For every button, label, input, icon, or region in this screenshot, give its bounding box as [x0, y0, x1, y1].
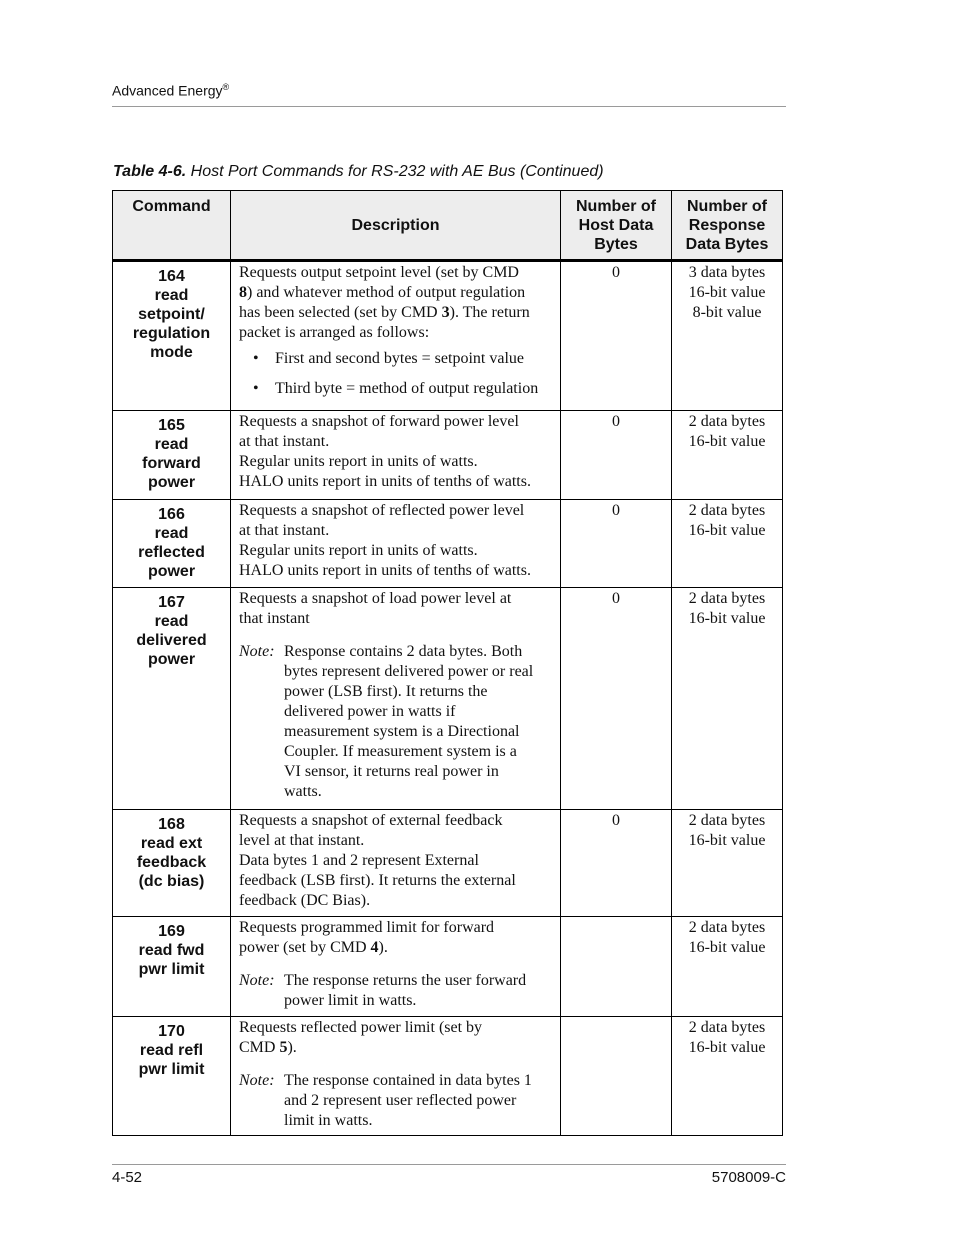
- description-cell: [231, 500, 561, 588]
- description-cell: [231, 588, 561, 810]
- description-line: Requests programmed limit for forward: [239, 919, 495, 936]
- bullet-icon: •: [253, 380, 259, 397]
- description-line: Requests reflected power limit (set by: [239, 1019, 483, 1036]
- table-row: [113, 500, 783, 588]
- command-line: delivered: [136, 632, 207, 649]
- response-line: 16-bit value: [688, 1039, 766, 1056]
- command-cell: [113, 917, 231, 1017]
- table-row: [113, 1017, 783, 1136]
- description-line: 8) and whatever method of output regulation: [239, 284, 526, 301]
- col-header-host-bytes: [561, 191, 672, 261]
- table-row: [113, 810, 783, 917]
- description-line: has been selected (set by CMD 3). The return: [239, 304, 530, 321]
- note-line: delivered power in watts if: [284, 703, 456, 720]
- table-row: [113, 411, 783, 500]
- header-line: Number of: [687, 198, 767, 215]
- response-line: 2 data bytes: [688, 919, 766, 936]
- description-line: at that instant.: [239, 433, 330, 450]
- document-number: 5708009-C: [711, 1169, 786, 1186]
- header-line: Data Bytes: [685, 236, 769, 253]
- note-label: Note:: [239, 972, 275, 989]
- note-line: watts.: [284, 783, 322, 800]
- command-cell: [113, 411, 231, 500]
- command-cell: [113, 588, 231, 810]
- description-line: CMD 5).: [239, 1039, 297, 1056]
- col-header-response-bytes: [672, 191, 783, 261]
- response-line: 3 data bytes: [688, 264, 766, 281]
- command-line: pwr limit: [138, 1061, 205, 1078]
- host-port-commands-table: [112, 190, 783, 1136]
- command-line: mode: [150, 344, 193, 361]
- description-line: packet is arranged as follows:: [239, 324, 430, 341]
- description-line: HALO units report in units of tenths of watts.: [239, 562, 531, 579]
- command-line: 165: [158, 417, 185, 434]
- host-bytes-cell: [561, 917, 672, 1017]
- table-row: [113, 261, 783, 411]
- command-line: read refl: [139, 1042, 204, 1059]
- header-line: Response: [688, 217, 766, 234]
- response-line: 2 data bytes: [688, 812, 766, 829]
- description-line: Data bytes 1 and 2 represent External: [239, 852, 479, 869]
- description-line: feedback (LSB first). It returns the external: [239, 872, 516, 889]
- note-line: measurement system is a Directional: [284, 723, 520, 740]
- response-line: 16-bit value: [688, 433, 766, 450]
- response-bytes-cell: [672, 500, 783, 588]
- caption-label: Table 4-6.: [113, 163, 187, 180]
- note-line: and 2 represent user reflected power: [284, 1092, 517, 1109]
- caption-text: Host Port Commands for RS-232 with AE Bus (Continued): [190, 163, 604, 180]
- response-line: 16-bit value: [688, 832, 766, 849]
- description-cell: [231, 810, 561, 917]
- command-line: read ext: [140, 835, 203, 852]
- command-line: regulation: [132, 325, 211, 342]
- description-line: level at that instant.: [239, 832, 365, 849]
- description-line: Regular units report in units of watts.: [239, 542, 478, 559]
- bullet-item: • Third byte = method of output regulation: [253, 380, 539, 397]
- command-cell: [113, 1017, 231, 1136]
- note-line: Note: The response returns the user forward: [239, 972, 527, 989]
- command-line: power: [147, 474, 196, 491]
- command-line: read: [154, 613, 189, 630]
- description-cell: [231, 261, 561, 411]
- command-line: setpoint/: [138, 306, 205, 323]
- response-line: 2 data bytes: [688, 502, 766, 519]
- response-line: 2 data bytes: [688, 413, 766, 430]
- response-bytes-cell: [672, 810, 783, 917]
- response-bytes-cell: [672, 1017, 783, 1136]
- command-cell: [113, 500, 231, 588]
- page-number: 4-52: [112, 1169, 143, 1186]
- command-line: (dc bias): [138, 873, 205, 890]
- host-bytes-cell: 0: [561, 588, 672, 810]
- host-bytes-cell: [561, 1017, 672, 1136]
- host-bytes-cell: 0: [561, 500, 672, 588]
- bullet-icon: •: [253, 350, 259, 367]
- note-label: Note:: [239, 1072, 275, 1089]
- note-line: VI sensor, it returns real power in: [284, 763, 499, 780]
- note-line: Note: Response contains 2 data bytes. Both: [239, 643, 523, 660]
- registered-mark: ®: [222, 82, 230, 92]
- command-line: read: [154, 287, 189, 304]
- response-line: 2 data bytes: [688, 1019, 766, 1036]
- footer-rule: [112, 1164, 786, 1165]
- description-line: feedback (DC Bias).: [239, 892, 371, 909]
- command-line: 169: [158, 923, 185, 940]
- command-line: power: [147, 651, 196, 668]
- header-line: Number of: [576, 198, 656, 215]
- command-line: read: [154, 436, 189, 453]
- command-line: 168: [158, 816, 185, 833]
- bullet-item: • First and second bytes = setpoint value: [253, 350, 524, 367]
- host-bytes-cell: 0: [561, 261, 672, 411]
- response-bytes-cell: [672, 261, 783, 411]
- response-line: 8-bit value: [692, 304, 762, 321]
- command-line: power: [147, 563, 196, 580]
- note: [239, 1071, 554, 1131]
- note-line: bytes represent delivered power or real: [284, 663, 534, 680]
- response-bytes-cell: [672, 588, 783, 810]
- response-line: 16-bit value: [688, 522, 766, 539]
- host-bytes-cell: 0: [561, 411, 672, 500]
- table-row: [113, 917, 783, 1017]
- table-caption: [113, 163, 604, 181]
- description-line: Regular units report in units of watts.: [239, 453, 478, 470]
- description-line: power (set by CMD 4).: [239, 939, 388, 956]
- header-line: Bytes: [594, 236, 638, 253]
- note: [239, 971, 554, 1011]
- response-line: 2 data bytes: [688, 590, 766, 607]
- col-header-description: Description: [231, 191, 561, 261]
- command-cell: [113, 810, 231, 917]
- description-cell: [231, 917, 561, 1017]
- description-line: Requests a snapshot of external feedback: [239, 812, 503, 829]
- command-line: 166: [158, 506, 185, 523]
- response-bytes-cell: [672, 411, 783, 500]
- page-header: [112, 82, 786, 107]
- command-line: forward: [142, 455, 201, 472]
- description-line: Requests output setpoint level (set by CMD: [239, 264, 519, 281]
- response-line: 16-bit value: [688, 610, 766, 627]
- command-line: read fwd: [138, 942, 205, 959]
- col-header-command: Command: [113, 191, 231, 261]
- header-line: Host Data: [578, 217, 654, 234]
- host-bytes-cell: 0: [561, 810, 672, 917]
- command-line: pwr limit: [138, 961, 205, 978]
- command-line: reflected: [138, 544, 205, 561]
- table-header-row: [113, 191, 783, 261]
- note-label: Note:: [239, 643, 275, 660]
- description-line: that instant: [239, 610, 310, 627]
- table-row: [113, 588, 783, 810]
- response-line: 16-bit value: [688, 284, 766, 301]
- description-cell: [231, 1017, 561, 1136]
- note-line: power limit in watts.: [284, 992, 417, 1009]
- description-line: Requests a snapshot of reflected power level: [239, 502, 525, 519]
- command-line: 167: [158, 594, 185, 611]
- note-line: Coupler. If measurement system is a: [284, 743, 517, 760]
- header-brand: Advanced Energy: [112, 82, 223, 99]
- command-line: 170: [158, 1023, 185, 1040]
- command-cell: [113, 261, 231, 411]
- description-cell: [231, 411, 561, 500]
- description-line: Requests a snapshot of forward power level: [239, 413, 519, 430]
- description-line: HALO units report in units of tenths of watts.: [239, 473, 531, 490]
- command-line: feedback: [136, 854, 207, 871]
- response-bytes-cell: [672, 917, 783, 1017]
- note-line: power (LSB first). It returns the: [284, 683, 488, 700]
- note-line: limit in watts.: [284, 1112, 373, 1129]
- note: [239, 642, 554, 802]
- command-line: read: [154, 525, 189, 542]
- description-line: at that instant.: [239, 522, 330, 539]
- description-line: Requests a snapshot of load power level at: [239, 590, 512, 607]
- command-line: 164: [158, 268, 185, 285]
- response-line: 16-bit value: [688, 939, 766, 956]
- note-line: Note: The response contained in data bytes 1: [239, 1072, 532, 1089]
